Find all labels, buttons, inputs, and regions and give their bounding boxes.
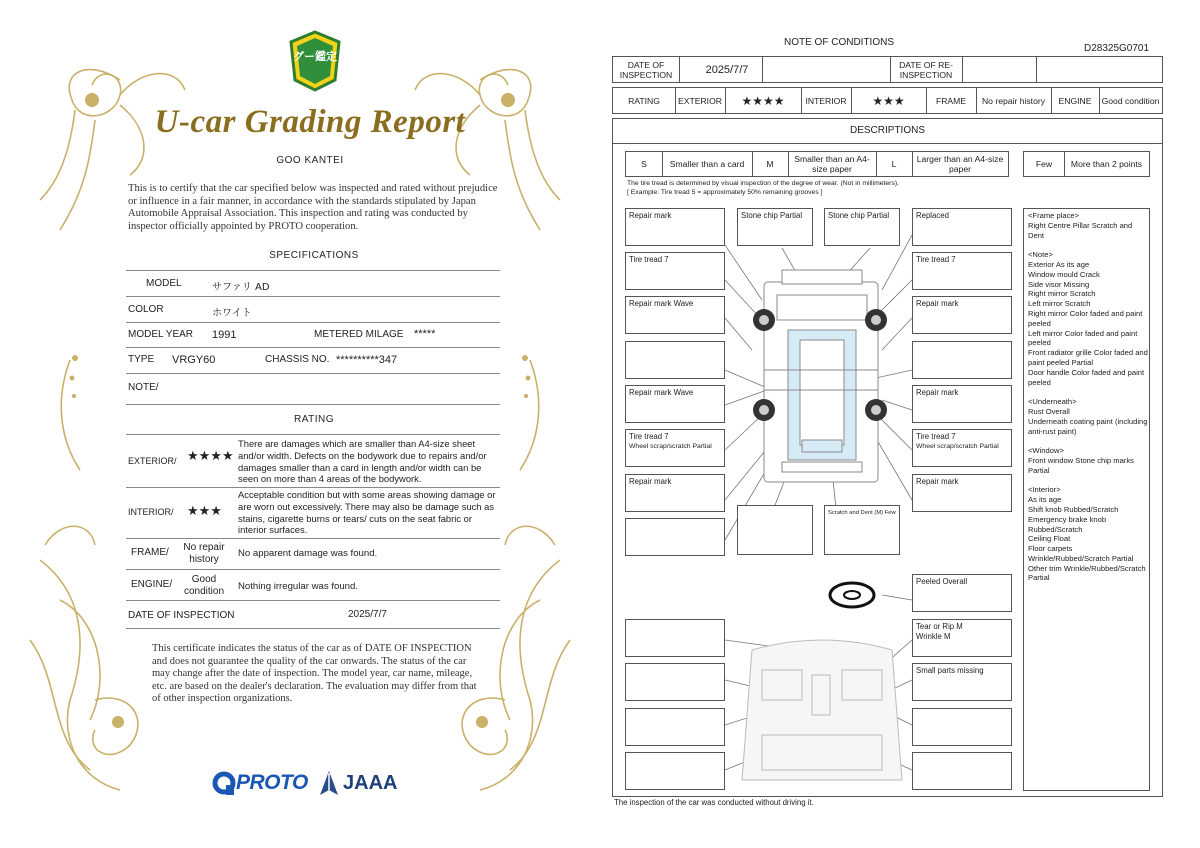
legend-m-desc: Smaller than an A4-size paper <box>794 154 870 174</box>
repair-mark-box: Repair mark <box>912 385 1012 423</box>
date-of-inspection-value: 2025/7/7 <box>348 609 387 620</box>
stone-chip-box: Stone chip Partial <box>737 208 813 246</box>
interior-stars: ★★★ <box>872 93 905 108</box>
note-line: Window mould Crack <box>1028 269 1100 279</box>
divider <box>126 628 500 629</box>
empty-box <box>625 708 725 746</box>
divider <box>126 538 500 539</box>
divider <box>126 270 500 271</box>
model-year-label: MODEL YEAR <box>128 329 194 340</box>
tire-note-2: [ Example: Tire tread 5 = approximately 50% remaining grooves ] <box>627 189 823 196</box>
date-label: DATE OF INSPECTION <box>619 59 673 80</box>
note-line: Front radiator grille Color faded and paint peeled Partial <box>1028 348 1148 367</box>
size-legend <box>625 151 1009 177</box>
peeled-box: Peeled Overall <box>912 574 1012 612</box>
few-legend <box>1023 151 1150 177</box>
wrinkle-text: Wrinkle M <box>916 632 951 641</box>
legend-s: S <box>641 159 647 169</box>
descriptions-heading: DESCRIPTIONS <box>849 125 925 136</box>
interior-description: Acceptable condition but with some areas showing damage or are worn out excessively. There may also be damage such as stains, cigarette burns or tears/ cuts on the seat fabric or interior surfaces. <box>238 489 496 536</box>
note-line: Right mirror Color faded and paint peeled <box>1028 308 1143 328</box>
repair-mark-box: Repair mark <box>912 296 1012 334</box>
model-label: MODEL <box>146 278 182 289</box>
repair-mark-box: Repair mark <box>625 208 725 246</box>
engine-label: ENGINE <box>1058 95 1092 106</box>
note-line: As its age <box>1028 495 1062 505</box>
color-label: COLOR <box>128 304 164 315</box>
exterior-label: EXTERIOR <box>678 95 722 106</box>
repair-mark-wave-box: Repair mark Wave <box>625 385 725 423</box>
tear-text: Tear or Rip M <box>916 622 963 631</box>
divider <box>126 322 500 323</box>
empty-box <box>912 341 1012 379</box>
model-year-value: 1991 <box>212 329 237 341</box>
exterior-stars: ★★★★ <box>741 93 785 108</box>
color-value: ホワイト <box>212 308 252 319</box>
mileage-label: METERED MILAGE <box>314 329 404 340</box>
note-line: <Window> <box>1028 446 1064 456</box>
note-line: Rust Overall <box>1028 406 1070 416</box>
tire-tread-front-right-box: Tire tread 7 <box>912 252 1012 290</box>
engine-value: Good condition <box>1101 95 1160 106</box>
type-label: TYPE <box>128 354 155 365</box>
note-line: Door handle Color faded and paint peeled <box>1028 367 1145 387</box>
interior-label: INTERIOR/ <box>128 507 174 517</box>
small-parts-box: Small parts missing <box>912 663 1012 701</box>
certificate-subtitle: GOO KANTEI <box>276 155 344 166</box>
wheel-scrap-text: Wheel scrap/scratch Partial <box>629 443 712 450</box>
divider <box>126 569 500 570</box>
exterior-stars: ★★★★ <box>187 449 234 464</box>
badge-text: グー鑑定 <box>293 50 337 63</box>
jaaa-logo-text: JAAA <box>343 771 398 794</box>
empty-box <box>625 752 725 790</box>
divider <box>126 296 500 297</box>
note-line: Right Centre Pillar Scratch and Dent <box>1028 220 1133 240</box>
rating-row <box>612 87 1163 114</box>
tire-note-1: The tire tread is determined by visual inspection of the degree of wear. (Not in millimeters). <box>627 180 899 187</box>
engine-description: Nothing irregular was found. <box>238 581 358 592</box>
note-line: Other trim Wrinkle/Rubbed/Scratch Partial <box>1028 563 1146 583</box>
certificate-footer: This certificate indicates the status of the car as of DATE OF INSPECTION and does not guarantee the quality of the car onwards. The status of the car may change after the date of inspection. The model year, car name, mileage, etc. are based on the dealer's declaration. The evaluation may differ from that of other inspection organizations. <box>152 643 477 704</box>
exterior-description: There are damages which are smaller than A4-size sheet and/or width. Defects on the bodywork due to repairs and/or damages smaller than a card in length and/or width can be seen on more than 4 areas of the bodywork. <box>238 438 487 485</box>
date-of-inspection-label: DATE OF INSPECTION <box>128 610 235 621</box>
stone-chip-box: Stone chip Partial <box>824 208 900 246</box>
certificate-intro: This is to certify that the car specified below was inspected and rated without prejudice or influence in a fair manner, in accordance with the standards stipulated by Japan Automobile Appraisal Association. This inspection and rating was conducted by inspector officially appointed by PROTO cooperation. <box>128 183 498 232</box>
rating-heading: RATING <box>293 414 335 425</box>
legend-l: L <box>891 159 897 169</box>
notes-list <box>1028 211 1148 583</box>
note-line: Side visor Missing <box>1028 279 1090 289</box>
repair-mark-wave-box: Repair mark Wave <box>625 296 725 334</box>
frame-description: No apparent damage was found. <box>238 548 378 559</box>
specifications-heading: SPECIFICATIONS <box>269 250 359 261</box>
legend-few-desc: More than 2 points <box>1070 159 1143 169</box>
scratch-dent-box: Scratch and Dent (M) Few <box>824 505 900 555</box>
model-value: サファリ AD <box>212 282 270 293</box>
note-line: <Underneath> <box>1028 397 1077 407</box>
note-line <box>1028 240 1148 250</box>
proto-mark-icon <box>212 771 236 795</box>
repair-mark-box: Repair mark <box>912 474 1012 512</box>
tire-tread-text: Tire tread 7 <box>629 432 669 441</box>
reinspection-label: DATE OF RE-INSPECTION <box>899 59 953 80</box>
jaaa-mark-icon <box>318 770 340 796</box>
date-value: 2025/7/7 <box>705 63 749 76</box>
proto-logo-text: PROTO <box>236 771 308 794</box>
note-line <box>1028 476 1148 486</box>
rating-label: RATING <box>628 95 660 106</box>
repair-mark-box: Repair mark <box>625 474 725 512</box>
frame-value: No repair history <box>183 542 225 565</box>
note-line: Left mirror Color faded and paint peeled <box>1028 328 1138 348</box>
interior-stars: ★★★ <box>187 504 222 519</box>
note-line: Emergency brake knob Rubbed/Scratch <box>1028 514 1107 534</box>
divider <box>126 347 500 348</box>
replaced-box: Replaced <box>912 208 1012 246</box>
divider <box>126 600 500 601</box>
note-line: Floor carpets Wrinkle/Rubbed/Scratch Partial <box>1028 544 1134 563</box>
empty-box <box>625 341 725 379</box>
inspection-footer-note: The inspection of the car was conducted without driving it. <box>614 798 814 807</box>
note-line: Right mirror Scratch <box>1028 289 1096 299</box>
frame-label: FRAME <box>935 95 967 106</box>
note-line: Exterior As its age <box>1028 259 1090 269</box>
note-line <box>1028 436 1148 446</box>
legend-l-desc: Larger than an A4-size paper <box>916 154 1004 174</box>
note-line: Underneath coating paint (including anti-rust paint) <box>1028 416 1148 436</box>
tire-tread-rear-left-box <box>625 429 725 467</box>
sheet-title: NOTE OF CONDITIONS <box>784 37 894 48</box>
note-line: Ceiling Float <box>1028 534 1071 544</box>
tire-tread-rear-right-box <box>912 429 1012 467</box>
divider <box>126 487 500 488</box>
interior-label: INTERIOR <box>805 95 847 106</box>
note-line <box>1028 387 1148 397</box>
engine-value: Good condition <box>183 574 225 597</box>
mileage-value: ***** <box>414 328 436 340</box>
goo-kantei-badge-icon <box>287 30 343 92</box>
empty-box <box>625 518 725 556</box>
frame-label: FRAME/ <box>131 547 169 558</box>
divider <box>126 434 500 435</box>
type-value: VRGY60 <box>172 354 216 366</box>
legend-s-desc: Smaller than a card <box>669 159 745 169</box>
note-line: Front window Stone chip marks Partial <box>1028 455 1134 475</box>
note-line: <Note> <box>1028 250 1053 260</box>
wheel-scrap-text: Wheel scrap/scratch Partial <box>916 443 999 450</box>
legend-m: M <box>766 159 774 169</box>
chassis-value: **********347 <box>336 354 398 366</box>
divider <box>126 373 500 374</box>
jaaa-logo <box>318 770 397 796</box>
empty-box <box>625 663 725 701</box>
chassis-label: CHASSIS NO. <box>265 354 330 365</box>
empty-box <box>625 619 725 657</box>
note-line: <Interior> <box>1028 485 1061 495</box>
frame-value: No repair history <box>981 95 1046 106</box>
divider <box>126 404 500 405</box>
proto-logo <box>212 770 308 796</box>
engine-label: ENGINE/ <box>131 579 173 590</box>
empty-box <box>912 708 1012 746</box>
empty-box <box>737 505 813 555</box>
note-label: NOTE/ <box>128 382 159 393</box>
exterior-label: EXTERIOR/ <box>128 456 177 466</box>
steering-wheel-icon <box>830 583 874 607</box>
certificate-title: U-car Grading Report <box>154 104 466 140</box>
legend-few: Few <box>1035 159 1053 169</box>
note-line: <Frame place> <box>1028 211 1080 220</box>
tear-wrinkle-box <box>912 619 1012 657</box>
tire-tread-text: Tire tread 7 <box>916 432 956 441</box>
tire-tread-front-left-box: Tire tread 7 <box>625 252 725 290</box>
empty-box <box>912 752 1012 790</box>
date-row <box>612 56 1163 83</box>
note-line: Shift knob Rubbed/Scratch <box>1028 504 1119 514</box>
note-line: Left mirror Scratch <box>1028 299 1091 309</box>
sheet-code: D28325G0701 <box>1084 43 1150 54</box>
